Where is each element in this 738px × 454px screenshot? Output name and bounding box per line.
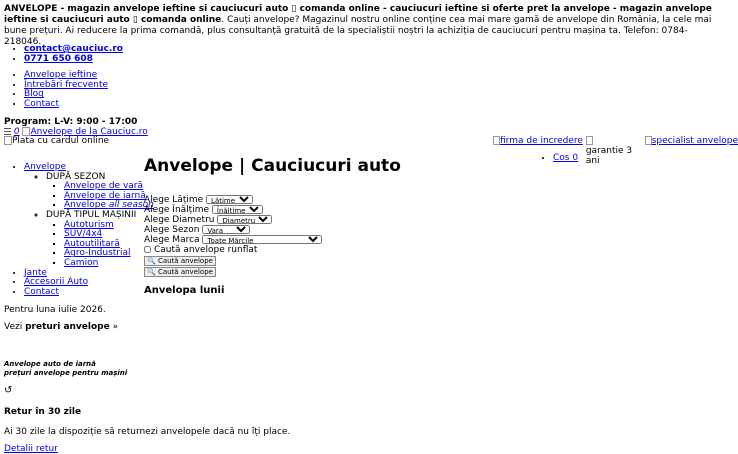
vezi-preturi: [4, 322, 118, 332]
inaltime-row: [144, 205, 322, 215]
sezon-select[interactable]: [202, 225, 250, 234]
menu-camion[interactable]: Camion: [64, 257, 99, 268]
trust-badges: [493, 136, 738, 166]
btn-row-2: [144, 266, 322, 277]
menu-jante[interactable]: Jante: [24, 267, 47, 278]
runflat-checkbox[interactable]: [144, 246, 151, 253]
sezon-row: [144, 225, 322, 235]
group-dupa-sezon: DUPĂ SEZON: [46, 171, 106, 182]
submenu-tip: [46, 221, 154, 269]
top-menu-blog[interactable]: Blog: [24, 89, 44, 100]
retur-text: Ai 30 zile la dispoziție să returnezi anvelopele dacă nu îți place.: [4, 427, 291, 437]
broken-image-icon: [493, 136, 500, 145]
search-button-2[interactable]: 🔍 Caută anvelope: [144, 267, 216, 277]
cart-item: [553, 153, 578, 163]
latime-row: [144, 195, 322, 205]
latime-label: Alege Lățime: [144, 195, 204, 205]
auto-iarna-block: [4, 360, 127, 378]
badge-specialist[interactable]: [645, 136, 738, 146]
vezi-prefix: Vezi: [4, 322, 26, 332]
broken-image-icon: [4, 136, 12, 145]
small-cart-count[interactable]: 0: [13, 127, 20, 137]
plata-alt-text: Plata cu cardul online: [12, 136, 110, 146]
search-button-1[interactable]: 🔍 Caută anvelope: [144, 256, 216, 266]
btn-row-1: [144, 255, 322, 266]
menu-agro[interactable]: Agro-Industrial: [64, 248, 131, 259]
diametru-label: Alege Diametru: [144, 215, 215, 225]
intro-bold: ANVELOPE - magazin anvelope ieftine si cauciucuri auto ▯ comanda online - cauciucuri ieftine si oferte pret la anvelope - magazin anvelope ieftine si cauciucuri auto ▯ comanda online: [4, 4, 712, 25]
return-icon: ↺: [4, 385, 13, 396]
menu-autoturism[interactable]: Autoturism: [64, 219, 114, 230]
program-hours: Program: L-V: 9:00 - 17:00: [4, 117, 138, 127]
tire-search-form: [144, 195, 322, 277]
contact-phone-link[interactable]: 0771 650 608: [24, 54, 93, 64]
menu-autoutilitara[interactable]: Autoutilitară: [64, 238, 120, 249]
auto-iarna-text: Anvelope auto de iarnă: [4, 360, 96, 368]
badge-specialist-text[interactable]: specialist anvelope: [651, 136, 738, 146]
submenu-group: [46, 211, 154, 269]
menu-iarna[interactable]: Anvelope de iarnă: [64, 190, 146, 201]
badge-firma-text[interactable]: firma de incredere: [500, 136, 583, 146]
marca-label: Alege Marca: [144, 235, 200, 245]
menu-toggle-icon[interactable]: [4, 128, 11, 135]
diametru-row: [144, 215, 322, 225]
detalii-retur-link[interactable]: Detalii retur: [4, 444, 58, 454]
vezi-suffix: »: [109, 322, 119, 332]
detalii-retur: [4, 444, 58, 454]
main-menu-item: [24, 288, 154, 298]
logo-alt-text: Anvelope de la Cauciuc.ro: [30, 127, 148, 137]
marca-select[interactable]: [202, 235, 322, 244]
broken-image-icon: [586, 136, 593, 145]
broken-image-icon: [645, 136, 652, 145]
latime-select[interactable]: [206, 195, 253, 204]
top-menu-contact[interactable]: Contact: [24, 99, 60, 110]
menu-vara[interactable]: Anvelope de vară: [64, 181, 144, 192]
intro-rest: . Cauți anvelope? Magazinul nostru online conține cea mai mare gamă de anvelope din România, la cele mai bune prețuri. Ai reducere la prima comandă, plus consultanță gratuită de la specialiștii noștri la achiziția de cauciucuri pentru mașina ta. Telefon: 0784-218046.: [4, 15, 712, 47]
badge-firma[interactable]: [493, 136, 583, 146]
sezon-label: Alege Sezon: [144, 225, 200, 235]
badge-garantie-text: garantie 3 ani: [585, 146, 633, 166]
contact-list: [24, 44, 123, 64]
main-menu-item: [24, 163, 154, 269]
intro-text: [4, 4, 716, 48]
runflat-row: [144, 245, 322, 255]
group-dupa-tipul: DUPĂ TIPUL MAȘINII: [46, 209, 137, 220]
contact-email-link[interactable]: contact@cauciuc.ro: [24, 44, 123, 54]
badge-garantie: [586, 136, 642, 166]
cart-menu: [553, 153, 578, 163]
preturi-masini-text: prețuri anvelope pentru mașini: [4, 369, 128, 377]
top-menu: [24, 71, 108, 110]
all-season-em: all season: [108, 200, 154, 211]
vezi-link[interactable]: preturi anvelope: [25, 322, 110, 332]
pentru-luna-text: Pentru luna iulie 2026.: [4, 305, 106, 315]
top-menu-anvelope-ieftine[interactable]: Anvelope ieftine: [24, 70, 98, 80]
submenu-item: [64, 259, 154, 269]
menu-contact[interactable]: Contact: [24, 286, 60, 297]
main-menu: [24, 163, 154, 297]
menu-all-season[interactable]: [64, 200, 154, 210]
contact-phone-item: [24, 54, 123, 64]
retur-title: Retur în 30 zile: [4, 407, 82, 417]
marca-row: [144, 235, 322, 245]
contact-email-item: [24, 44, 123, 54]
inaltime-select[interactable]: [212, 205, 263, 214]
submenu-anvelope: [24, 173, 154, 269]
menu-accesorii[interactable]: Accesorii Auto: [24, 277, 89, 288]
card-payment-image: [4, 136, 109, 146]
submenu-sezon: [46, 182, 154, 211]
top-menu-faq[interactable]: Întrebări frecvente: [24, 79, 109, 90]
top-menu-item: [24, 100, 108, 110]
cart-link[interactable]: Cos 0: [553, 153, 579, 163]
all-season-prefix: Anvelope: [64, 200, 109, 211]
runflat-label: Caută anvelope runflat: [154, 245, 258, 255]
submenu-group: [46, 173, 154, 211]
inaltime-label: Alege Înălțime: [144, 205, 210, 215]
anvelopa-lunii-heading: Anvelopa lunii: [144, 285, 225, 296]
menu-suv[interactable]: SUV/4x4: [64, 229, 103, 240]
diametru-select[interactable]: [217, 215, 272, 224]
menu-anvelope[interactable]: Anvelope: [24, 162, 66, 172]
page-title: Anvelope | Cauciucuri auto: [144, 156, 401, 176]
